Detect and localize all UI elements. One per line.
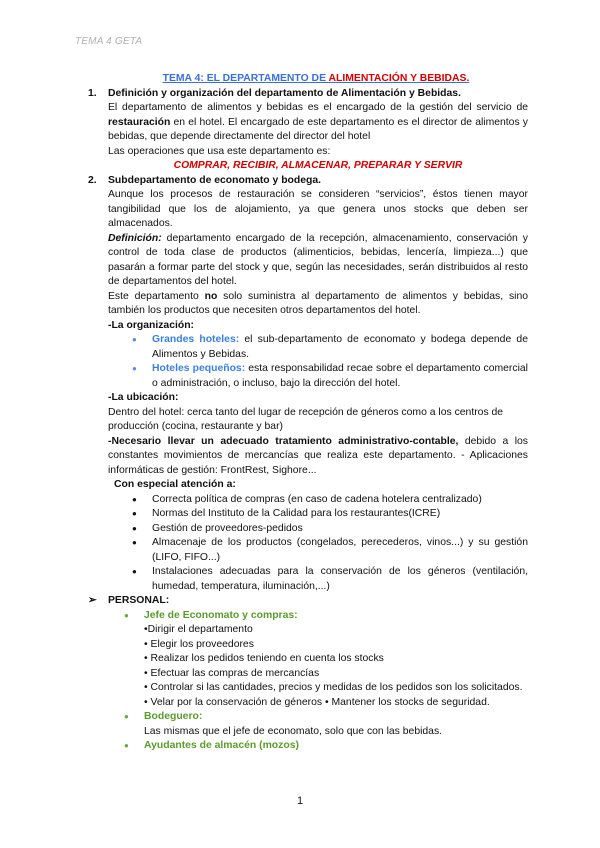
personal-heading — [88, 594, 528, 609]
location-label-text: -La ubicación: — [108, 392, 179, 403]
section-1-paragraph-1 — [88, 101, 528, 145]
duty-item: • Elegir los proveedores — [144, 638, 254, 650]
section-2-number: 2. — [88, 174, 97, 186]
page-header: TEMA 4 GETA — [75, 36, 143, 47]
operations-list: COMPRAR, RECIBIR, ALMACENAR, PREPARAR Y SERVIR — [173, 160, 463, 171]
list-item: ● Instalaciones adecuadas para la conservación de los géneros (ventilación, humedad, temperatura, iluminación,...) — [132, 565, 528, 594]
duty-item: • Realizar los pedidos teniendo en cuenta los stocks — [144, 653, 384, 664]
list-item: ● Almacenaje de los productos (congelados, perecederos, vinos...) y su gestión (LIFO, FIFO...) — [132, 536, 528, 565]
admin-text: debido a los constantes movimientos de mercancías que realiza este departamento. - Aplicaciones informáticas de gestión: FrontRest, Sighore... — [108, 435, 528, 476]
jefe-label: Jefe de Economato y compras: — [144, 609, 298, 621]
section-1-number: 1. — [88, 87, 97, 99]
list-item: ● Gestión de proveedores-pedidos — [132, 522, 528, 537]
org-item-label: Grandes hoteles: — [152, 334, 240, 345]
duty-item: • Velar por la conservación de géneros • Mantener los stocks de seguridad. — [144, 696, 490, 708]
list-item: ● Correcta política de compras (en caso de cadena hotelera centralizado) — [132, 493, 528, 508]
list-item — [124, 710, 528, 725]
s2-p3-bold: no — [204, 290, 218, 302]
arrow-icon: ➢ — [88, 595, 97, 606]
org-item-text: el sub-departamento de economato y bodega depende de Alimentos y Bebidas. — [152, 334, 528, 360]
list-item — [124, 739, 528, 754]
org-item-label: Hoteles pequeños: — [152, 363, 246, 374]
definition-text: departamento encargado de la recepción, almacenamiento, conservación y control de toda clase de productos (alimenticios, bebidas, lencería, limpieza...) que pasarán a formar parte del stock y que, según las necesidades, serán distribuidos al resto de departamentos del hotel. — [108, 232, 528, 287]
jefe-duties — [124, 623, 528, 710]
organization-label-text: -La organización: — [108, 319, 195, 331]
bodeguero-text: Las mismas que el jefe de economato, solo que con las bebidas. — [144, 725, 443, 737]
organization-list — [88, 333, 528, 391]
location-text: Dentro del hotel: cerca tanto del lugar de recepción de géneros como a los centros de producción (cocina, restaurante y bar) — [108, 406, 504, 432]
definition-label: Definición: — [108, 232, 162, 244]
duty-item: •Dirigir el departamento — [144, 624, 253, 635]
ayudantes-label: Ayudantes de almacén (mozos) — [144, 740, 299, 751]
list-item — [132, 362, 528, 391]
title-part-b: ALIMENTACIÓN Y BEBIDAS. — [328, 73, 470, 84]
s2-p3-text-a: Este departamento — [108, 290, 205, 302]
list-item: ● Normas del Instituto de la Calidad para los restaurantes(ICRE) — [132, 507, 528, 522]
org-item-text: esta responsabilidad recae sobre el departamento comercial o administración, o incluso, bajo la dirección del hotel. — [152, 363, 528, 389]
duty-item: • Efectuar las compras de mercancías — [144, 667, 320, 679]
bodeguero-label: Bodeguero: — [144, 711, 203, 722]
section-2-paragraph-1: Aunque los procesos de restauración se consideren “servicios”, éstos tienen mayor tangibilidad que los de alojamiento, ya que genera unos stocks que deben ser almacenados. — [108, 189, 528, 229]
s1-p1-text-c: en el hotel. El encargado de este departamento es el director de alimentos y bebidas, que depende directamente del director del hotel — [108, 116, 528, 142]
s1-p1-bold: restauración — [108, 116, 171, 128]
s1-p1-text-a: El departamento de alimentos y bebidas es el encargado de la gestión del servicio de — [108, 102, 528, 113]
section-2-paragraph-3 — [88, 290, 528, 319]
location-label — [88, 391, 528, 406]
personal-list — [88, 609, 528, 754]
section-1-paragraph-2: Las operaciones que usa este departamento es: — [108, 145, 331, 157]
special-attention-list — [88, 493, 528, 595]
definition-paragraph — [88, 232, 528, 290]
personal-label: PERSONAL: — [108, 595, 170, 606]
list-item — [124, 609, 528, 624]
special-attention-label-text: Con especial atención a: — [114, 479, 236, 490]
organization-label — [88, 319, 528, 334]
admin-label: -Necesario llevar un adecuado tratamiento administrativo-contable, — [108, 435, 459, 447]
section-1-heading — [88, 87, 528, 102]
title-part-a: TEMA 4: EL DEPARTAMENTO DE — [162, 73, 329, 84]
s2-p3-text-c: solo suministra al departamento de alimentos y bebidas, sino también los productos que necesiten otros departamentos del hotel. — [108, 290, 529, 316]
section-2-title: Subdepartamento de economato y bodega. — [108, 174, 322, 186]
admin-paragraph — [88, 435, 528, 479]
document-body — [88, 72, 528, 754]
section-1-title: Definición y organización del departamento de Alimentación y Bebidas. — [108, 87, 461, 99]
section-2-heading — [88, 174, 528, 189]
special-attention-label — [88, 478, 528, 493]
page-number: 1 — [296, 795, 304, 807]
document-title — [104, 72, 528, 87]
duty-item: • Controlar si las cantidades, precios y medidas de los pedidos son los solicitados. — [144, 682, 523, 693]
list-item — [132, 333, 528, 362]
